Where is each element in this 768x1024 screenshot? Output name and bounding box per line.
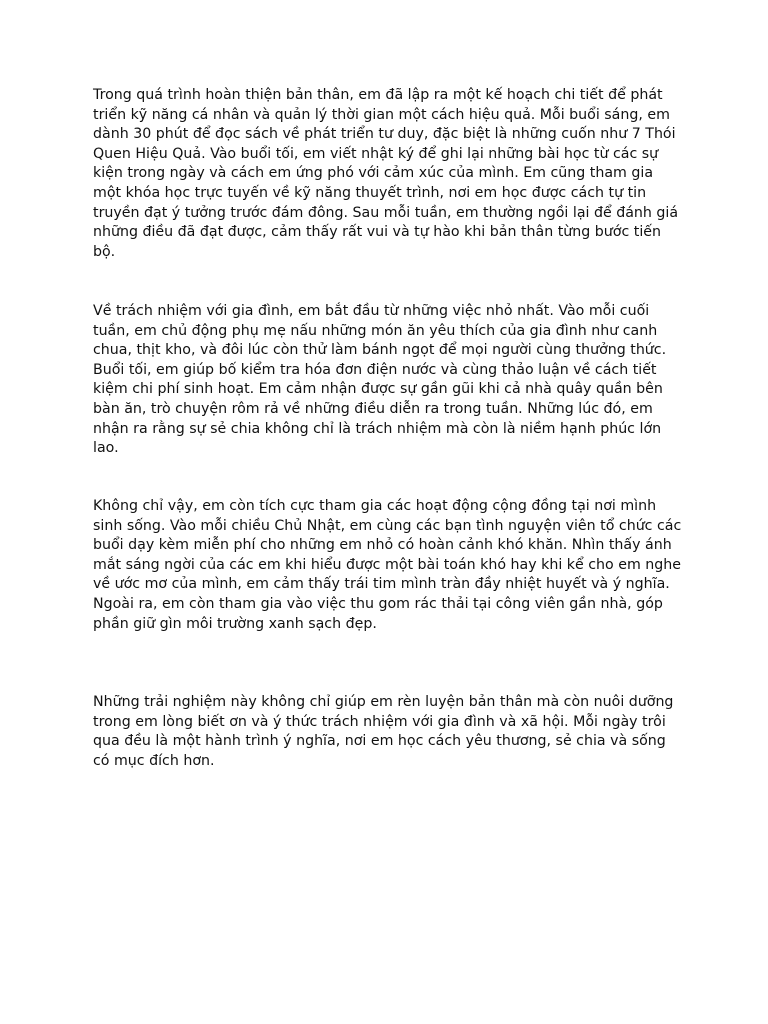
paragraph-community-activities: Không chỉ vậy, em còn tích cực tham gia các hoạt động cộng đồng tại nơi mình sinh sống. Vào mỗi chiều Chủ Nhật, em cùng các bạn tình nguyện viên tổ chức các buổi dạy kèm miễn phí cho những em nhỏ có hoàn cảnh khó khăn. Nhìn thấy ánh mắt sáng ngời của các em khi hiểu được một bài toán khó hay khi kể cho em nghe về ước mơ của mình, em cảm thấy trái tim mình tràn đầy nhiệt huyết và ý nghĩa. Ngoài ra, em còn tham gia vào việc thu gom rác thải tại công viên gần nhà, góp phần giữ gìn môi trường xanh sạch đẹp. [93, 498, 682, 632]
paragraph-personal-development: Trong quá trình hoàn thiện bản thân, em đã lập ra một kế hoạch chi tiết để phát triển kỹ năng cá nhân và quản lý thời gian một cách hiệu quả. Mỗi buổi sáng, em dành 30 phút để đọc sách về phát triển tư duy, đặc biệt là những cuốn như 7 Thói Quen Hiệu Quả. Vào buổi tối, em viết nhật ký để ghi lại những bài học từ các sự kiện trong ngày và cách em ứng phó với cảm xúc của mình. Em cũng tham gia một khóa học trực tuyến về kỹ năng thuyết trình, nơi em học được cách tự tin truyền đạt ý tưởng trước đám đông. Sau mỗi tuần, em thường ngồi lại để đánh giá những điều đã đạt được, cảm thấy rất vui và tự hào khi bản thân từng bước tiến bộ. [93, 87, 679, 260]
paragraph-conclusion: Những trải nghiệm này không chỉ giúp em rèn luyện bản thân mà còn nuôi dưỡng trong em lòng biết ơn và ý thức trách nhiệm với gia đình và xã hội. Mỗi ngày trôi qua đều là một hành trình ý nghĩa, nơi em học cách yêu thương, sẻ chia và sống có mục đích hơn. [93, 694, 674, 769]
paragraph-family-responsibility: Về trách nhiệm với gia đình, em bắt đầu từ những việc nhỏ nhất. Vào mỗi cuối tuần, em chủ động phụ mẹ nấu những món ăn yêu thích của gia đình như canh chua, thịt kho, và đôi lúc còn thử làm bánh ngọt để mọi người cùng thưởng thức. Buổi tối, em giúp bố kiểm tra hóa đơn điện nước và cùng thảo luận về cách tiết kiệm chi phí sinh hoạt. Em cảm nhận được sự gần gũi khi cả nhà quây quần bên bàn ăn, trò chuyện rôm rả về những điều diễn ra trong tuần. Những lúc đó, em nhận ra rằng sự sẻ chia không chỉ là trách nhiệm mà còn là niềm hạnh phúc lớn lao. [93, 303, 667, 457]
